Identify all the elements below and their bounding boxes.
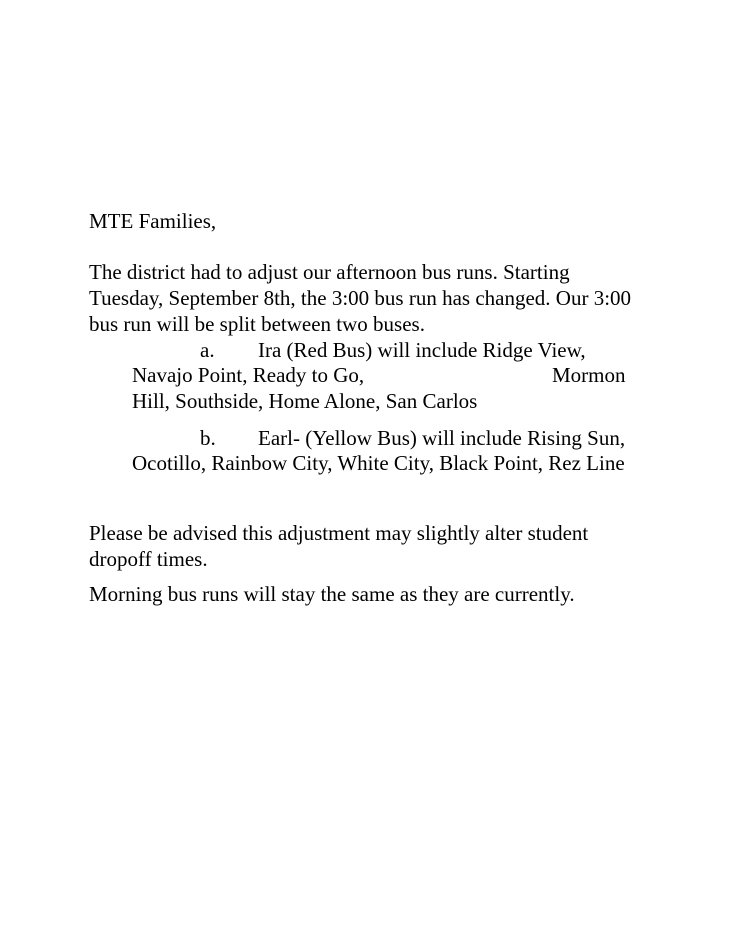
list-item-line: Navajo Point, Ready to Go, xyxy=(132,363,365,387)
intro-line: The district had to adjust our afternoon bus runs. Starting xyxy=(89,260,570,284)
list-marker: b. xyxy=(200,426,216,450)
greeting: MTE Families, xyxy=(89,209,217,233)
closing-line: Morning bus runs will stay the same as they are currently. xyxy=(89,582,575,606)
list-item-line: Mormon xyxy=(552,363,626,387)
advisory-line: dropoff times. xyxy=(89,547,208,571)
intro-line: Tuesday, September 8th, the 3:00 bus run has changed. Our 3:00 xyxy=(89,286,632,310)
list-item-line: Ira (Red Bus) will include Ridge View, xyxy=(258,338,586,362)
advisory-line: Please be advised this adjustment may slightly alter student xyxy=(89,521,589,545)
list-item-line: Earl- (Yellow Bus) will include Rising Sun, xyxy=(258,426,626,450)
list-item-line: Ocotillo, Rainbow City, White City, Black Point, Rez Line xyxy=(132,451,625,475)
intro-line: bus run will be split between two buses. xyxy=(89,312,425,336)
list-marker: a. xyxy=(200,338,215,362)
list-item-line: Hill, Southside, Home Alone, San Carlos xyxy=(132,389,478,413)
